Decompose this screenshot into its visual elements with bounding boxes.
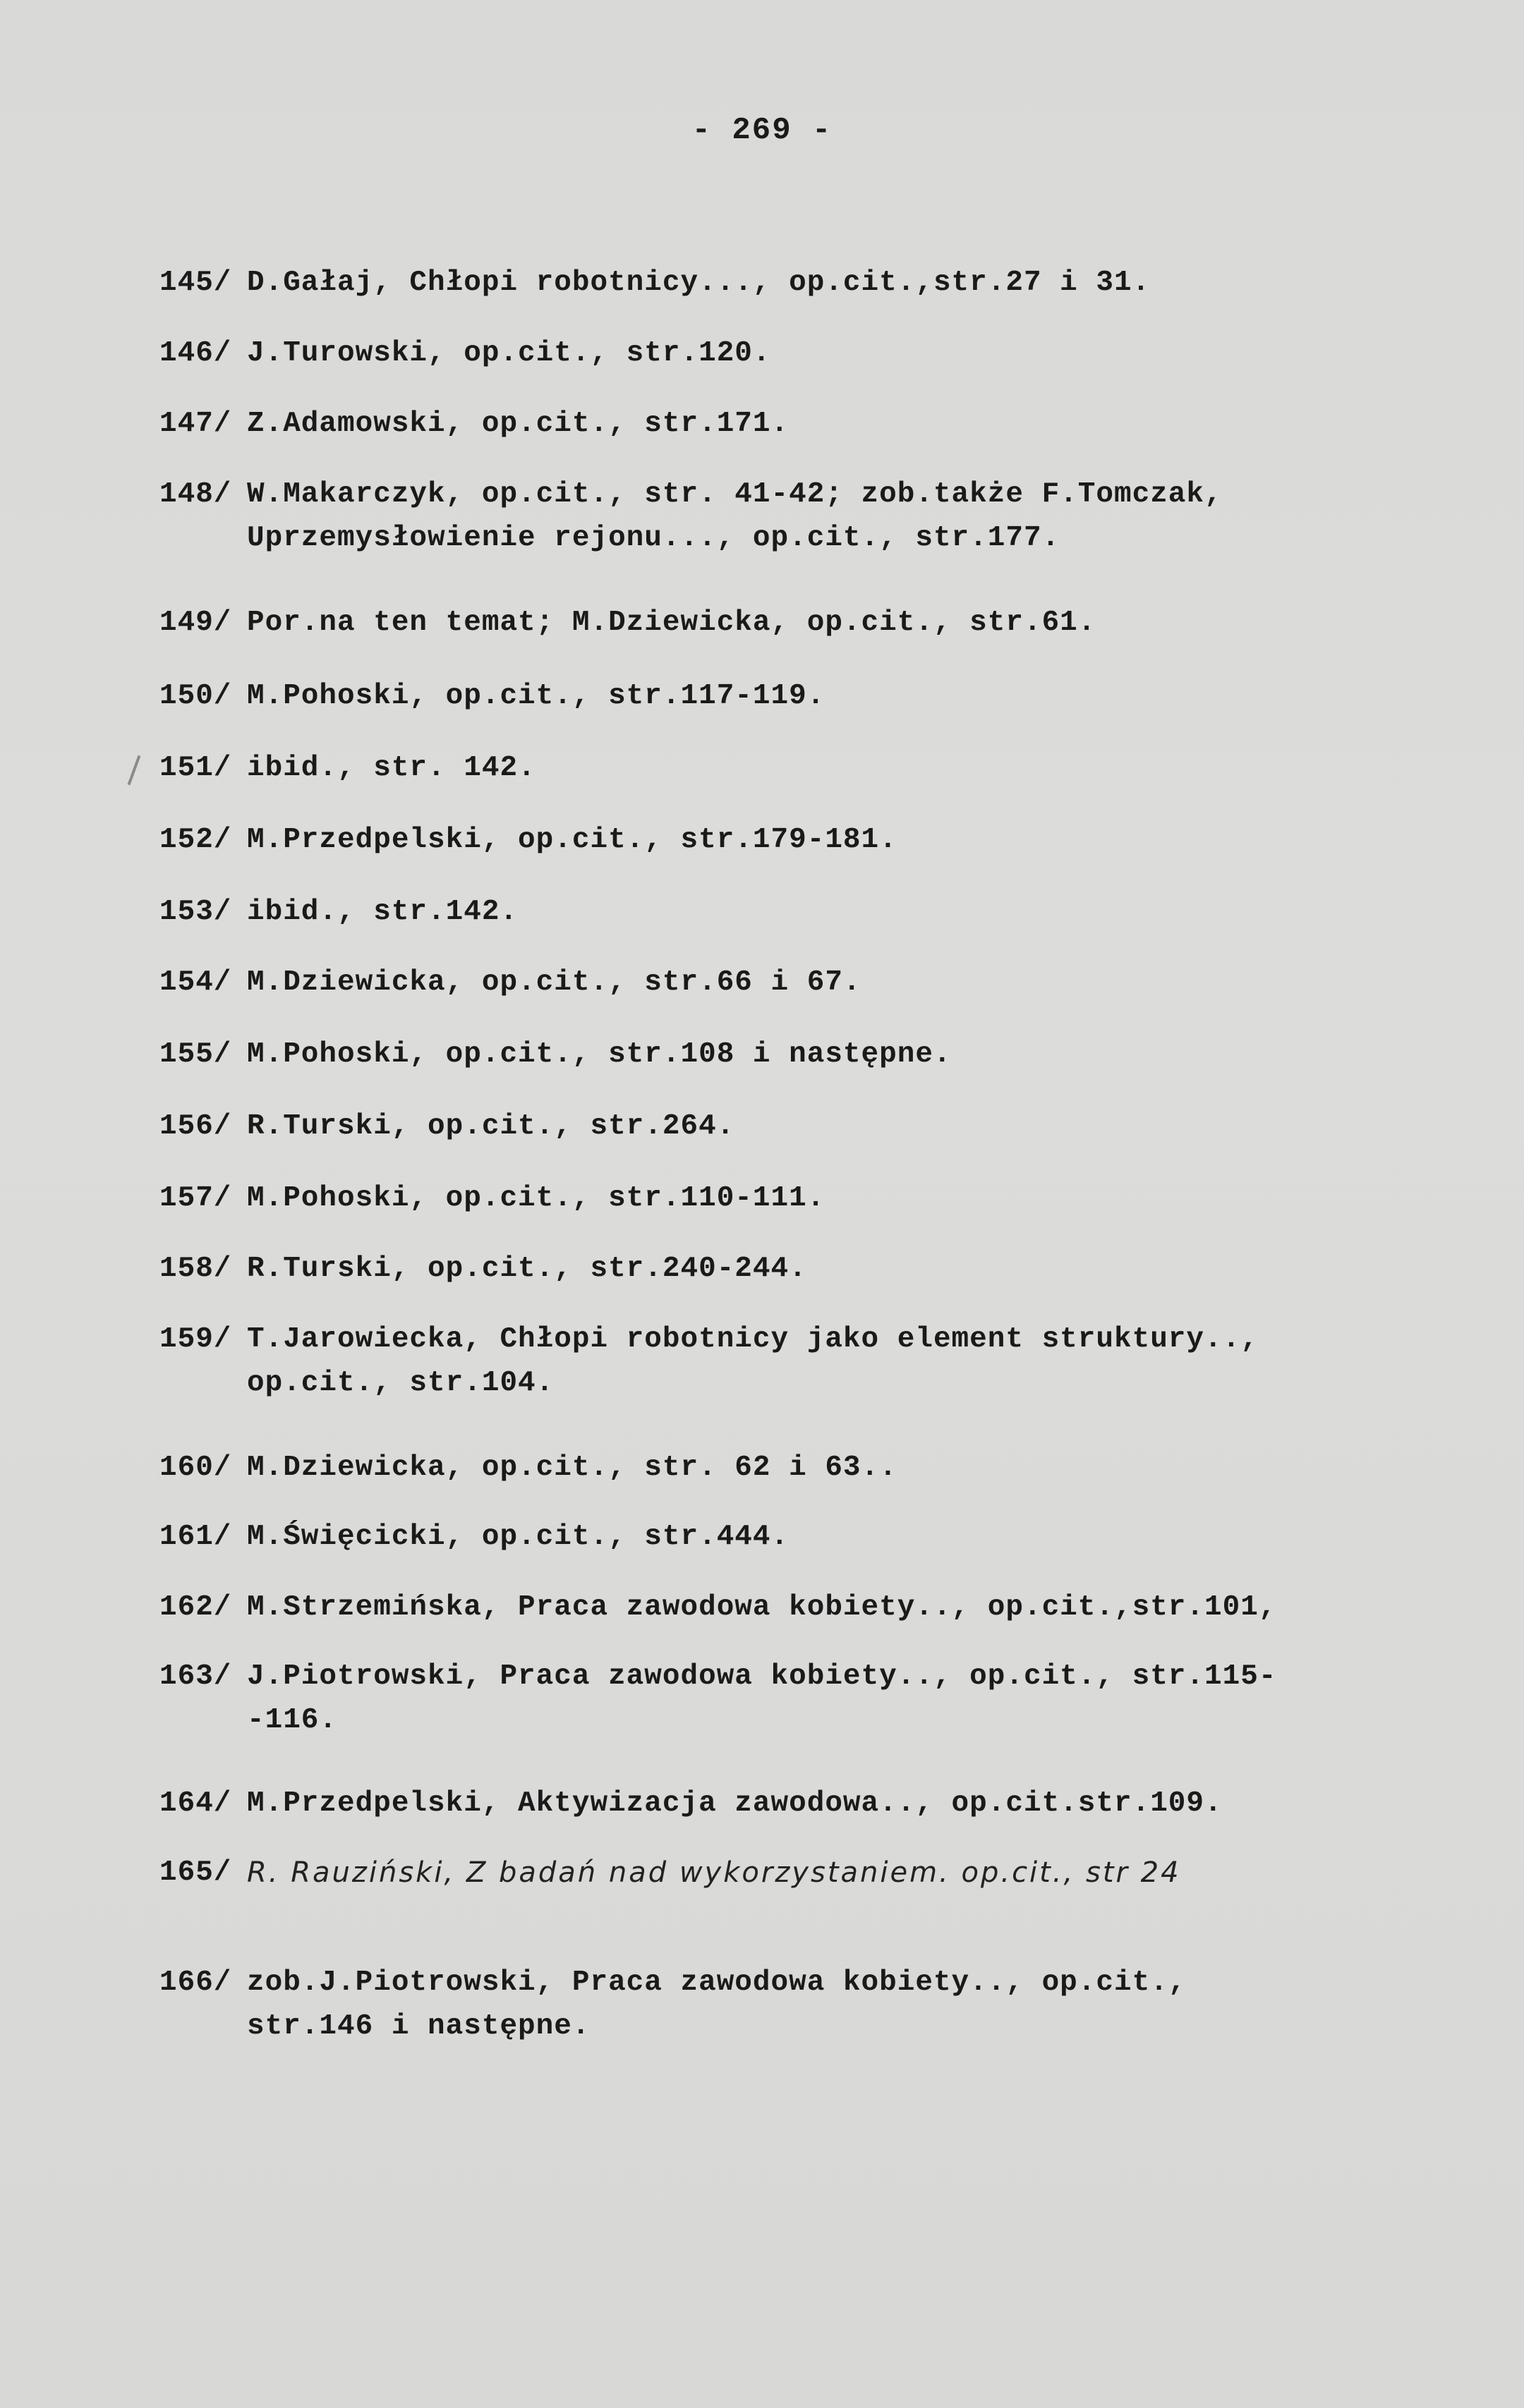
footnote-text: M.Przedpelski, Aktywizacja zawodowa.., op.cit.str.109. — [247, 1787, 1223, 1820]
margin-pencil-mark — [128, 755, 141, 786]
footnote-number: 165/ — [159, 1856, 232, 1889]
footnote-number: 157/ — [159, 1182, 232, 1215]
footnote-text: R.Turski, op.cit., str.240-244. — [247, 1253, 807, 1285]
footnote-text: M.Święcicki, op.cit., str.444. — [247, 1521, 790, 1553]
footnote-text: M.Dziewicka, op.cit., str.66 i 67. — [247, 966, 861, 999]
footnote-text: T.Jarowiecka, Chłopi robotnicy jako element struktury.., op.cit., str.104. — [247, 1323, 1259, 1399]
footnote-number: 147/ — [159, 408, 232, 440]
footnote-text: M.Pohoski, op.cit., str.110-111. — [247, 1182, 826, 1215]
footnote-number: 153/ — [159, 896, 232, 928]
footnote-text: ibid., str.142. — [247, 896, 519, 928]
footnote-number: 164/ — [159, 1787, 232, 1820]
footnote-number: 150/ — [159, 680, 232, 712]
footnote-number: 149/ — [159, 607, 232, 639]
footnote-number: 160/ — [159, 1452, 232, 1484]
footnote-text: W.Makarczyk, op.cit., str. 41-42; zob.także F.Tomczak, Uprzemysłowienie rejonu..., op.cit., str.177. — [247, 478, 1223, 554]
page-number: - 269 - — [691, 113, 833, 148]
footnote-number: 159/ — [159, 1323, 232, 1356]
footnote-number: 166/ — [159, 1966, 232, 1999]
footnote-text: D.Gałaj, Chłopi robotnicy..., op.cit.,str.27 i 31. — [247, 267, 1151, 299]
footnote-text: M.Dziewicka, op.cit., str. 62 i 63.. — [247, 1452, 897, 1484]
footnote-text: R.Turski, op.cit., str.264. — [247, 1110, 735, 1143]
footnote-text: zob.J.Piotrowski, Praca zawodowa kobiety.., op.cit., str.146 i następne. — [247, 1966, 1187, 2043]
footnote-number: 161/ — [159, 1521, 232, 1553]
footnote-text: M.Pohoski, op.cit., str.117-119. — [247, 680, 826, 712]
footnote-text: J.Piotrowski, Praca zawodowa kobiety.., op.cit., str.115- -116. — [247, 1660, 1277, 1737]
footnote-number: 156/ — [159, 1110, 232, 1143]
footnote-number: 145/ — [159, 267, 232, 299]
footnote-number: 154/ — [159, 966, 232, 999]
footnote-text: R. Rauziński, Z badań nad wykorzystaniem. op.cit., str 24 — [247, 1856, 1181, 1889]
footnote-number: 158/ — [159, 1253, 232, 1285]
footnote-text: Z.Adamowski, op.cit., str.171. — [247, 408, 790, 440]
footnote-number: 148/ — [159, 478, 232, 511]
footnote-number: 155/ — [159, 1038, 232, 1071]
footnote-text: ibid., str. 142. — [247, 752, 536, 784]
footnote-number: 163/ — [159, 1660, 232, 1693]
footnote-text: M.Przedpelski, op.cit., str.179-181. — [247, 824, 897, 856]
footnote-number: 152/ — [159, 824, 232, 856]
footnote-number: 146/ — [159, 337, 232, 370]
footnote-text: M.Pohoski, op.cit., str.108 i następne. — [247, 1038, 952, 1071]
footnote-text: Por.na ten temat; M.Dziewicka, op.cit., str.61. — [247, 607, 1096, 639]
footnote-text: M.Strzemińska, Praca zawodowa kobiety.., op.cit.,str.101, — [247, 1591, 1277, 1624]
footnote-number: 162/ — [159, 1591, 232, 1624]
footnote-text: J.Turowski, op.cit., str.120. — [247, 337, 771, 370]
footnote-number: 151/ — [159, 752, 232, 784]
